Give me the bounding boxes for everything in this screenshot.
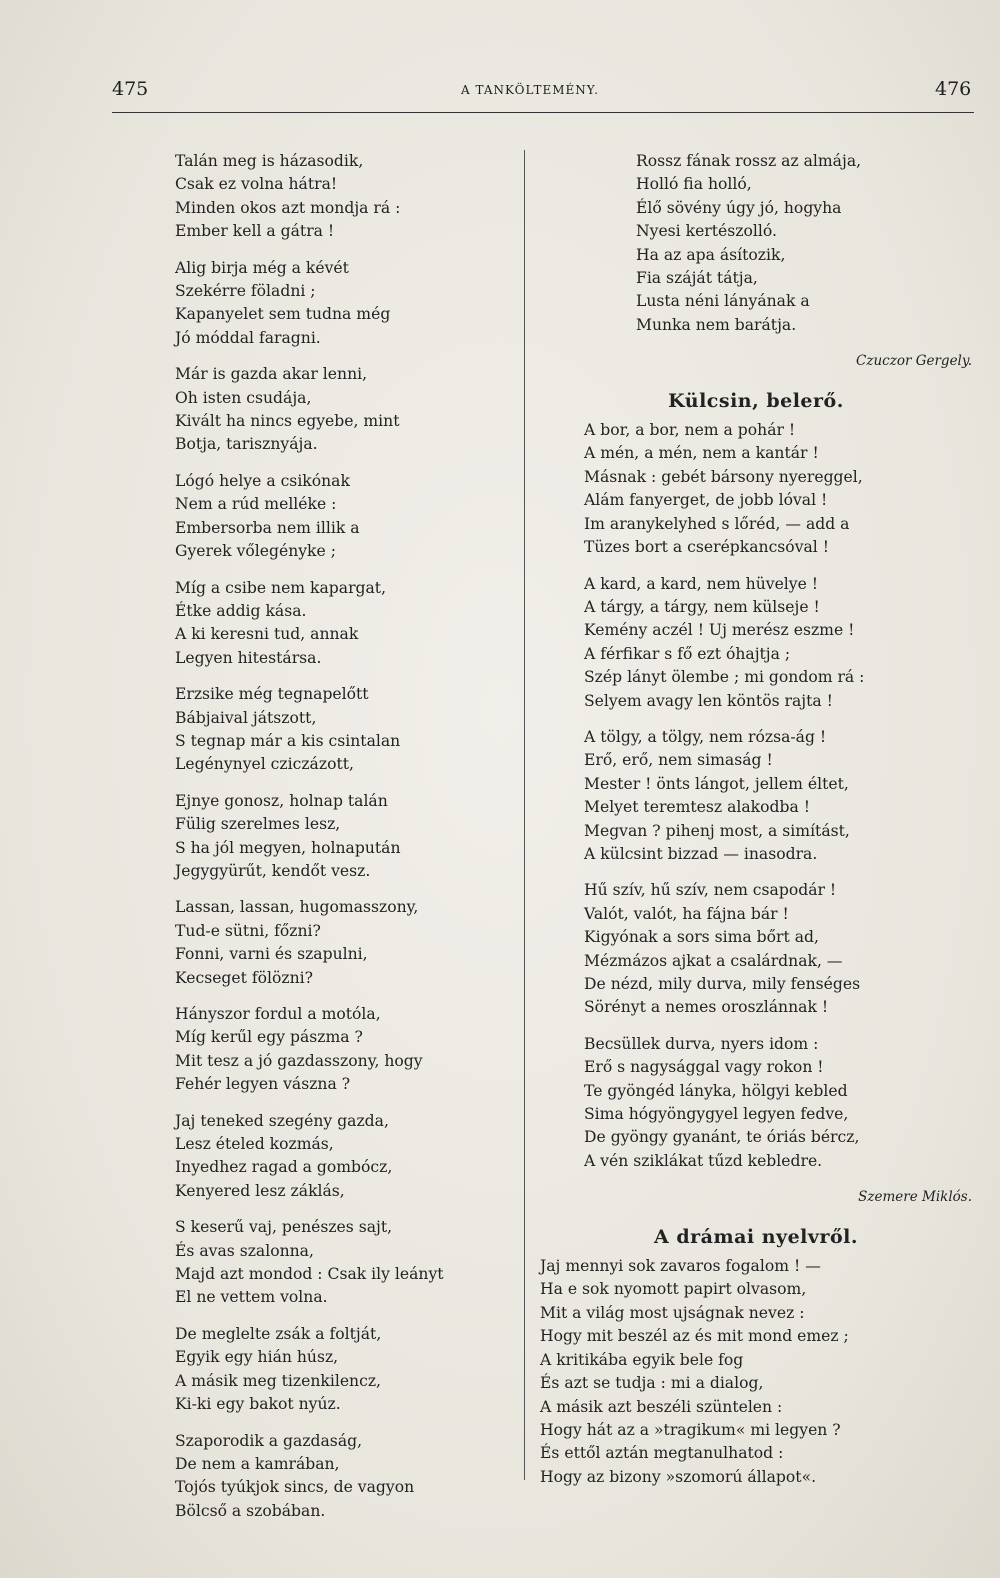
verse-line: A tölgy, a tölgy, nem rózsa-ág ! <box>584 727 827 746</box>
stanza <box>175 470 475 564</box>
poem-dramai <box>540 1255 980 1489</box>
verse-line: És avas szalonna, <box>175 1241 314 1260</box>
verse-line: Valót, valót, ha fájna bár ! <box>584 904 789 923</box>
verse-line: Im aranykelyhed s lőréd, — add a <box>584 514 850 533</box>
verse-line: Fehér legyen vászna ? <box>175 1075 351 1094</box>
verse-line: Alám fanyerget, de jobb lóval ! <box>584 491 828 510</box>
page-number-left: 475 <box>112 78 149 100</box>
verse-line: Te gyöngéd lányka, hölgyi kebled <box>584 1081 848 1100</box>
stanza <box>175 257 475 351</box>
verse-line: Ki-ki egy bakot nyúz. <box>175 1395 341 1414</box>
page-number-right: 476 <box>935 78 972 100</box>
verse-line: Lógó helye a csikónak <box>175 471 350 490</box>
verse-line: Mézmázos ajkat a csalárdnak, — <box>584 951 843 970</box>
verse-line: Kemény aczél ! Uj merész eszme ! <box>584 621 855 640</box>
verse-line: A mén, a mén, nem a kantár ! <box>584 444 819 463</box>
stanza <box>175 1110 475 1204</box>
verse-line: S tegnap már a kis csintalan <box>175 731 401 750</box>
verse-line: Fia száját tátja, <box>636 269 758 288</box>
stanza <box>175 683 475 777</box>
author-czuczor: Czuczor Gergely. <box>856 353 972 370</box>
poem-kulcsin <box>540 419 980 1173</box>
stanza <box>584 573 980 713</box>
stanza <box>175 577 475 671</box>
verse-line: És azt se tudja : mi a dialog, <box>540 1374 764 1393</box>
verse-line: De gyöngy gyanánt, te óriás bércz, <box>584 1128 860 1147</box>
stanza <box>175 896 475 990</box>
verse-line: Tojós tyúkjok sincs, de vagyon <box>175 1478 415 1497</box>
author-szemere: Szemere Miklós. <box>858 1189 972 1206</box>
verse-line: Nem a rúd melléke : <box>175 495 337 514</box>
verse-line: Erő, erő, nem simaság ! <box>584 751 773 770</box>
verse-line: Munka nem barátja. <box>636 315 797 334</box>
left-column <box>175 150 475 1536</box>
verse-line: Becsüllek durva, nyers idom : <box>584 1034 819 1053</box>
verse-line: Már is gazda akar lenni, <box>175 365 368 384</box>
header-rule <box>112 112 974 113</box>
verse-line: Embersorba nem illik a <box>175 518 360 537</box>
verse-line: A férfikar s fő ezt óhajtja ; <box>584 644 791 663</box>
verse-line: Minden okos azt mondja rá : <box>175 198 401 217</box>
verse-line: Kivált ha nincs egyebe, mint <box>175 412 400 431</box>
verse-line: De nézd, mily durva, mily fenséges <box>584 975 861 993</box>
verse-line: A külcsint bizzad — inasodra. <box>584 844 818 863</box>
verse-line: Ember kell a gátra ! <box>175 222 335 241</box>
verse-line: Talán meg is házasodik, <box>175 152 364 170</box>
verse-line: Szekérre föladni ; <box>175 282 316 301</box>
verse-line: A ki keresni tud, annak <box>175 625 359 644</box>
stanza <box>584 1033 980 1173</box>
poem-title-dramai: A drámai nyelvről. <box>654 1225 858 1248</box>
stanza <box>584 879 980 1019</box>
verse-line: Fülig szerelmes lesz, <box>175 815 341 834</box>
verse-line: Szép lányt ölembe ; mi gondom rá : <box>584 668 865 687</box>
verse-line: Hű szív, hű szív, nem csapodár ! <box>584 881 837 900</box>
verse-line: Mester ! önts lángot, jellem éltet, <box>584 774 849 793</box>
stanza <box>584 419 980 559</box>
verse-line: Másnak : gebét bársony nyereggel, <box>584 467 863 486</box>
verse-line: El ne vettem volna. <box>175 1288 328 1307</box>
verse-line: A vén sziklákat tűzd kebledre. <box>584 1151 823 1170</box>
verse-line: Élő sövény úgy jó, hogyha <box>636 198 842 217</box>
verse-line: A kritikába egyik bele fog <box>540 1350 744 1369</box>
verse-line: Sörényt a nemes oroszlánnak ! <box>584 998 829 1017</box>
verse-line: S ha jól megyen, holnapután <box>175 838 401 857</box>
stanza <box>175 1323 475 1417</box>
verse-line: Sima hógyöngygyel legyen fedve, <box>584 1105 849 1124</box>
verse-line: Szaporodik a gazdaság, <box>175 1431 363 1450</box>
verse-line: Hogy mit beszél az és mit mond emez ; <box>540 1327 849 1346</box>
stanza <box>175 1216 475 1310</box>
verse-line: Legénynyel cziczázott, <box>175 755 354 774</box>
verse-line: Majd azt mondod : Csak ily leányt <box>175 1265 444 1284</box>
verse-line: Erő s nagysággal vagy rokon ! <box>584 1058 824 1077</box>
verse-line: Jaj teneked szegény gazda, <box>175 1111 389 1130</box>
verse-line: Tud-e sütni, főzni? <box>175 921 321 940</box>
verse-line: A bor, a bor, nem a pohár ! <box>584 421 796 440</box>
verse-line: Kenyered lesz záklás, <box>175 1181 345 1200</box>
verse-line: Selyem avagy len köntös rajta ! <box>584 691 833 710</box>
verse-line: Ejnye gonosz, holnap talán <box>175 791 388 810</box>
verse-line: Jó móddal faragni. <box>175 328 321 347</box>
verse-line: Hányszor fordul a motóla, <box>175 1005 381 1023</box>
verse-line: Legyen hitestársa. <box>175 648 322 667</box>
verse-line: Étke addig kása. <box>175 601 307 620</box>
stanza <box>175 363 475 457</box>
stanza <box>175 150 475 244</box>
poem-czuczor <box>540 150 980 337</box>
stanza <box>175 1430 475 1524</box>
verse-line: Nyesi kertészolló. <box>636 222 777 241</box>
verse-line: Míg kerűl egy pászma ? <box>175 1028 363 1047</box>
verse-line: S keserű vaj, penészes sajt, <box>175 1218 393 1237</box>
verse-line: Rossz fának rossz az almája, <box>636 152 862 170</box>
verse-line: Holló fia holló, <box>636 175 752 194</box>
verse-line: A kard, a kard, nem hüvelye ! <box>584 574 819 593</box>
right-column <box>540 150 980 1489</box>
stanza <box>175 1003 475 1097</box>
verse-line: Mit a világ most ujságnak nevez : <box>540 1303 805 1322</box>
verse-line: Kecseget fölözni? <box>175 968 313 987</box>
verse-line: Lassan, lassan, hugomasszony, <box>175 898 419 917</box>
verse-line: De nem a kamrában, <box>175 1454 340 1473</box>
stanza <box>175 790 475 884</box>
verse-line: Oh isten csudája, <box>175 388 312 407</box>
verse-line: Csak ez volna hátra! <box>175 175 338 194</box>
verse-line: Fonni, varni és szapulni, <box>175 945 368 964</box>
verse-line: A tárgy, a tárgy, nem külseje ! <box>584 597 820 616</box>
verse-line: És ettől aztán megtanulhatod : <box>540 1444 784 1463</box>
verse-line: A másik meg tizenkilencz, <box>175 1371 381 1390</box>
verse-line: Ha e sok nyomott papirt olvasom, <box>540 1280 807 1299</box>
verse-line: Hogy hát az a »tragikum« mi legyen ? <box>540 1420 841 1439</box>
verse-line: Inyedhez ragad a gombócz, <box>175 1158 393 1177</box>
column-divider <box>524 150 525 1480</box>
verse-line: Bábjaival játszott, <box>175 708 317 727</box>
verse-line: Hogy az bizony »szomorú állapot«. <box>540 1467 817 1486</box>
verse-line: Gyerek vőlegényke ; <box>175 542 336 561</box>
verse-line: Ha az apa ásítozik, <box>636 245 786 264</box>
verse-line: Kigyónak a sors sima bőrt ad, <box>584 928 819 947</box>
verse-line: Botja, tarisznyája. <box>175 435 318 454</box>
verse-line: Kapanyelet sem tudna még <box>175 305 391 324</box>
verse-line: Lusta néni lányának a <box>636 292 810 311</box>
verse-line: Melyet teremtesz alakodba ! <box>584 798 810 817</box>
poem-title-kulcsin: Külcsin, belerő. <box>668 389 844 412</box>
stanza <box>584 726 980 866</box>
verse-line: Alig birja még a kévét <box>175 258 349 277</box>
verse-line: Egyik egy hián húsz, <box>175 1348 339 1367</box>
running-title: A TANKÖLTEMÉNY. <box>461 83 599 97</box>
verse-line: De meglelte zsák a foltját, <box>175 1324 382 1343</box>
verse-line: Tüzes bort a cserépkancsóval ! <box>584 538 830 557</box>
verse-line: Bölcső a szobában. <box>175 1501 326 1520</box>
verse-line: Míg a csibe nem kapargat, <box>175 578 387 597</box>
verse-line: Jegygyürűt, kendőt vesz. <box>175 861 371 880</box>
verse-line: Megvan ? pihenj most, a simítást, <box>584 821 850 840</box>
verse-line: Erzsike még tegnapelőtt <box>175 685 369 704</box>
verse-line: Mit tesz a jó gazdasszony, hogy <box>175 1051 423 1070</box>
verse-line: Jaj mennyi sok zavaros fogalom ! — <box>540 1257 821 1276</box>
verse-line: Lesz ételed kozmás, <box>175 1135 334 1154</box>
verse-line: A másik azt beszéli szüntelen : <box>540 1397 783 1416</box>
